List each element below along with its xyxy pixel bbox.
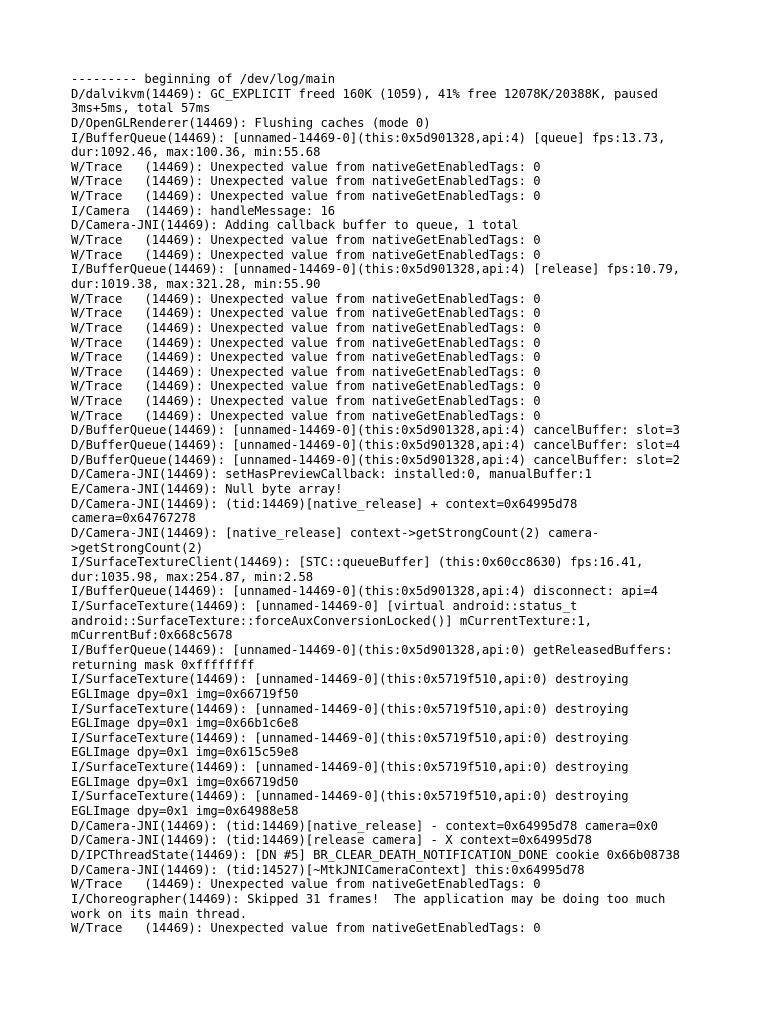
log-line: I/BufferQueue(14469): [unnamed-14469-0](this:0x5d901328,api:0) getReleasedBuffers:	[71, 642, 673, 657]
log-line: I/SurfaceTexture(14469): [unnamed-14469-0] [virtual android::status_t	[71, 599, 578, 614]
log-line: W/Trace (14469): Unexpected value from nativeGetEnabledTags: 0	[71, 364, 541, 379]
log-line: D/Camera-JNI(14469): (tid:14469)[native_release] - context=0x64995d78 camera=0x0	[71, 818, 658, 833]
log-line: I/SurfaceTexture(14469): [unnamed-14469-0](this:0x5719f510,api:0) destroying	[71, 760, 629, 775]
log-line: 3ms+5ms, total 57ms	[71, 101, 211, 116]
log-line: EGLImage dpy=0x1 img=0x64988e58	[71, 804, 299, 819]
log-line: dur:1092.46, max:100.36, min:55.68	[71, 145, 321, 160]
log-line: E/Camera-JNI(14469): Null byte array!	[71, 481, 343, 496]
log-line: D/Camera-JNI(14469): (tid:14469)[release camera] - X context=0x64995d78	[71, 833, 592, 848]
log-line: EGLImage dpy=0x1 img=0x66719d50	[71, 774, 299, 789]
log-line: I/SurfaceTexture(14469): [unnamed-14469-0](this:0x5719f510,api:0) destroying	[71, 701, 629, 716]
log-line: D/dalvikvm(14469): GC_EXPLICIT freed 160K (1059), 41% free 12078K/20388K, paused	[71, 86, 658, 101]
log-line: returning mask 0xffffffff	[71, 657, 255, 672]
log-line: D/Camera-JNI(14469): [native_release] context->getStrongCount(2) camera-	[71, 525, 600, 540]
log-line: W/Trace (14469): Unexpected value from nativeGetEnabledTags: 0	[71, 233, 541, 248]
log-line: EGLImage dpy=0x1 img=0x615c59e8	[71, 745, 299, 760]
log-text-block	[71, 72, 761, 936]
log-line: W/Trace (14469): Unexpected value from nativeGetEnabledTags: 0	[71, 247, 541, 262]
log-line: D/Camera-JNI(14469): (tid:14469)[native_release] + context=0x64995d78	[71, 496, 578, 511]
log-line: D/BufferQueue(14469): [unnamed-14469-0](this:0x5d901328,api:4) cancelBuffer: slot=2	[71, 452, 681, 467]
log-line: camera=0x64767278	[71, 511, 196, 526]
log-line: >getStrongCount(2)	[71, 540, 204, 555]
log-line: W/Trace (14469): Unexpected value from nativeGetEnabledTags: 0	[71, 350, 541, 365]
log-line: W/Trace (14469): Unexpected value from nativeGetEnabledTags: 0	[71, 291, 541, 306]
log-line: W/Trace (14469): Unexpected value from nativeGetEnabledTags: 0	[71, 159, 541, 174]
log-line: I/SurfaceTexture(14469): [unnamed-14469-0](this:0x5719f510,api:0) destroying	[71, 672, 629, 687]
log-line: D/BufferQueue(14469): [unnamed-14469-0](this:0x5d901328,api:4) cancelBuffer: slot=3	[71, 423, 681, 438]
log-line: W/Trace (14469): Unexpected value from nativeGetEnabledTags: 0	[71, 379, 541, 394]
log-line: D/Camera-JNI(14469): Adding callback buffer to queue, 1 total	[71, 218, 519, 233]
log-line: W/Trace (14469): Unexpected value from nativeGetEnabledTags: 0	[71, 320, 541, 335]
log-line: dur:1019.38, max:321.28, min:55.90	[71, 276, 321, 291]
log-line: EGLImage dpy=0x1 img=0x66b1c6e8	[71, 716, 299, 731]
log-line: W/Trace (14469): Unexpected value from nativeGetEnabledTags: 0	[71, 189, 541, 204]
log-line: EGLImage dpy=0x1 img=0x66719f50	[71, 686, 299, 701]
log-line: D/BufferQueue(14469): [unnamed-14469-0](this:0x5d901328,api:4) cancelBuffer: slot=4	[71, 438, 681, 453]
log-line: I/Camera (14469): handleMessage: 16	[71, 203, 336, 218]
log-line: W/Trace (14469): Unexpected value from nativeGetEnabledTags: 0	[71, 306, 541, 321]
log-line: W/Trace (14469): Unexpected value from nativeGetEnabledTags: 0	[71, 174, 541, 189]
log-line: W/Trace (14469): Unexpected value from nativeGetEnabledTags: 0	[71, 877, 541, 892]
log-line: I/Choreographer(14469): Skipped 31 frames! The application may be doing too much	[71, 891, 666, 906]
log-line: work on its main thread.	[71, 906, 248, 921]
log-line: I/SurfaceTexture(14469): [unnamed-14469-0](this:0x5719f510,api:0) destroying	[71, 730, 629, 745]
log-line: W/Trace (14469): Unexpected value from nativeGetEnabledTags: 0	[71, 335, 541, 350]
log-line: I/SurfaceTextureClient(14469): [STC::queueBuffer] (this:0x60cc8630) fps:16.41,	[71, 555, 644, 570]
log-line: android::SurfaceTexture::forceAuxConversionLocked()] mCurrentTexture:1,	[71, 613, 592, 628]
log-line: W/Trace (14469): Unexpected value from nativeGetEnabledTags: 0	[71, 408, 541, 423]
log-line: mCurrentBuf:0x668c5678	[71, 628, 233, 643]
log-line: D/Camera-JNI(14469): setHasPreviewCallback: installed:0, manualBuffer:1	[71, 467, 592, 482]
log-line: D/IPCThreadState(14469): [DN #5] BR_CLEAR_DEATH_NOTIFICATION_DONE cookie 0x66b08738	[71, 847, 681, 862]
log-line: dur:1035.98, max:254.87, min:2.58	[71, 569, 314, 584]
log-line: I/BufferQueue(14469): [unnamed-14469-0](this:0x5d901328,api:4) disconnect: api=4	[71, 584, 658, 599]
log-line: D/OpenGLRenderer(14469): Flushing caches (mode 0)	[71, 115, 431, 130]
log-line: I/BufferQueue(14469): [unnamed-14469-0](this:0x5d901328,api:4) [queue] fps:13.73,	[71, 130, 666, 145]
log-line: I/BufferQueue(14469): [unnamed-14469-0](this:0x5d901328,api:4) [release] fps:10.79,	[71, 262, 681, 277]
log-line: I/SurfaceTexture(14469): [unnamed-14469-0](this:0x5719f510,api:0) destroying	[71, 789, 629, 804]
log-line: W/Trace (14469): Unexpected value from nativeGetEnabledTags: 0	[71, 921, 541, 936]
log-line: --------- beginning of /dev/log/main	[71, 72, 336, 86]
log-line: W/Trace (14469): Unexpected value from nativeGetEnabledTags: 0	[71, 394, 541, 409]
log-line: D/Camera-JNI(14469): (tid:14527)[~MtkJNICameraContext] this:0x64995d78	[71, 862, 585, 877]
